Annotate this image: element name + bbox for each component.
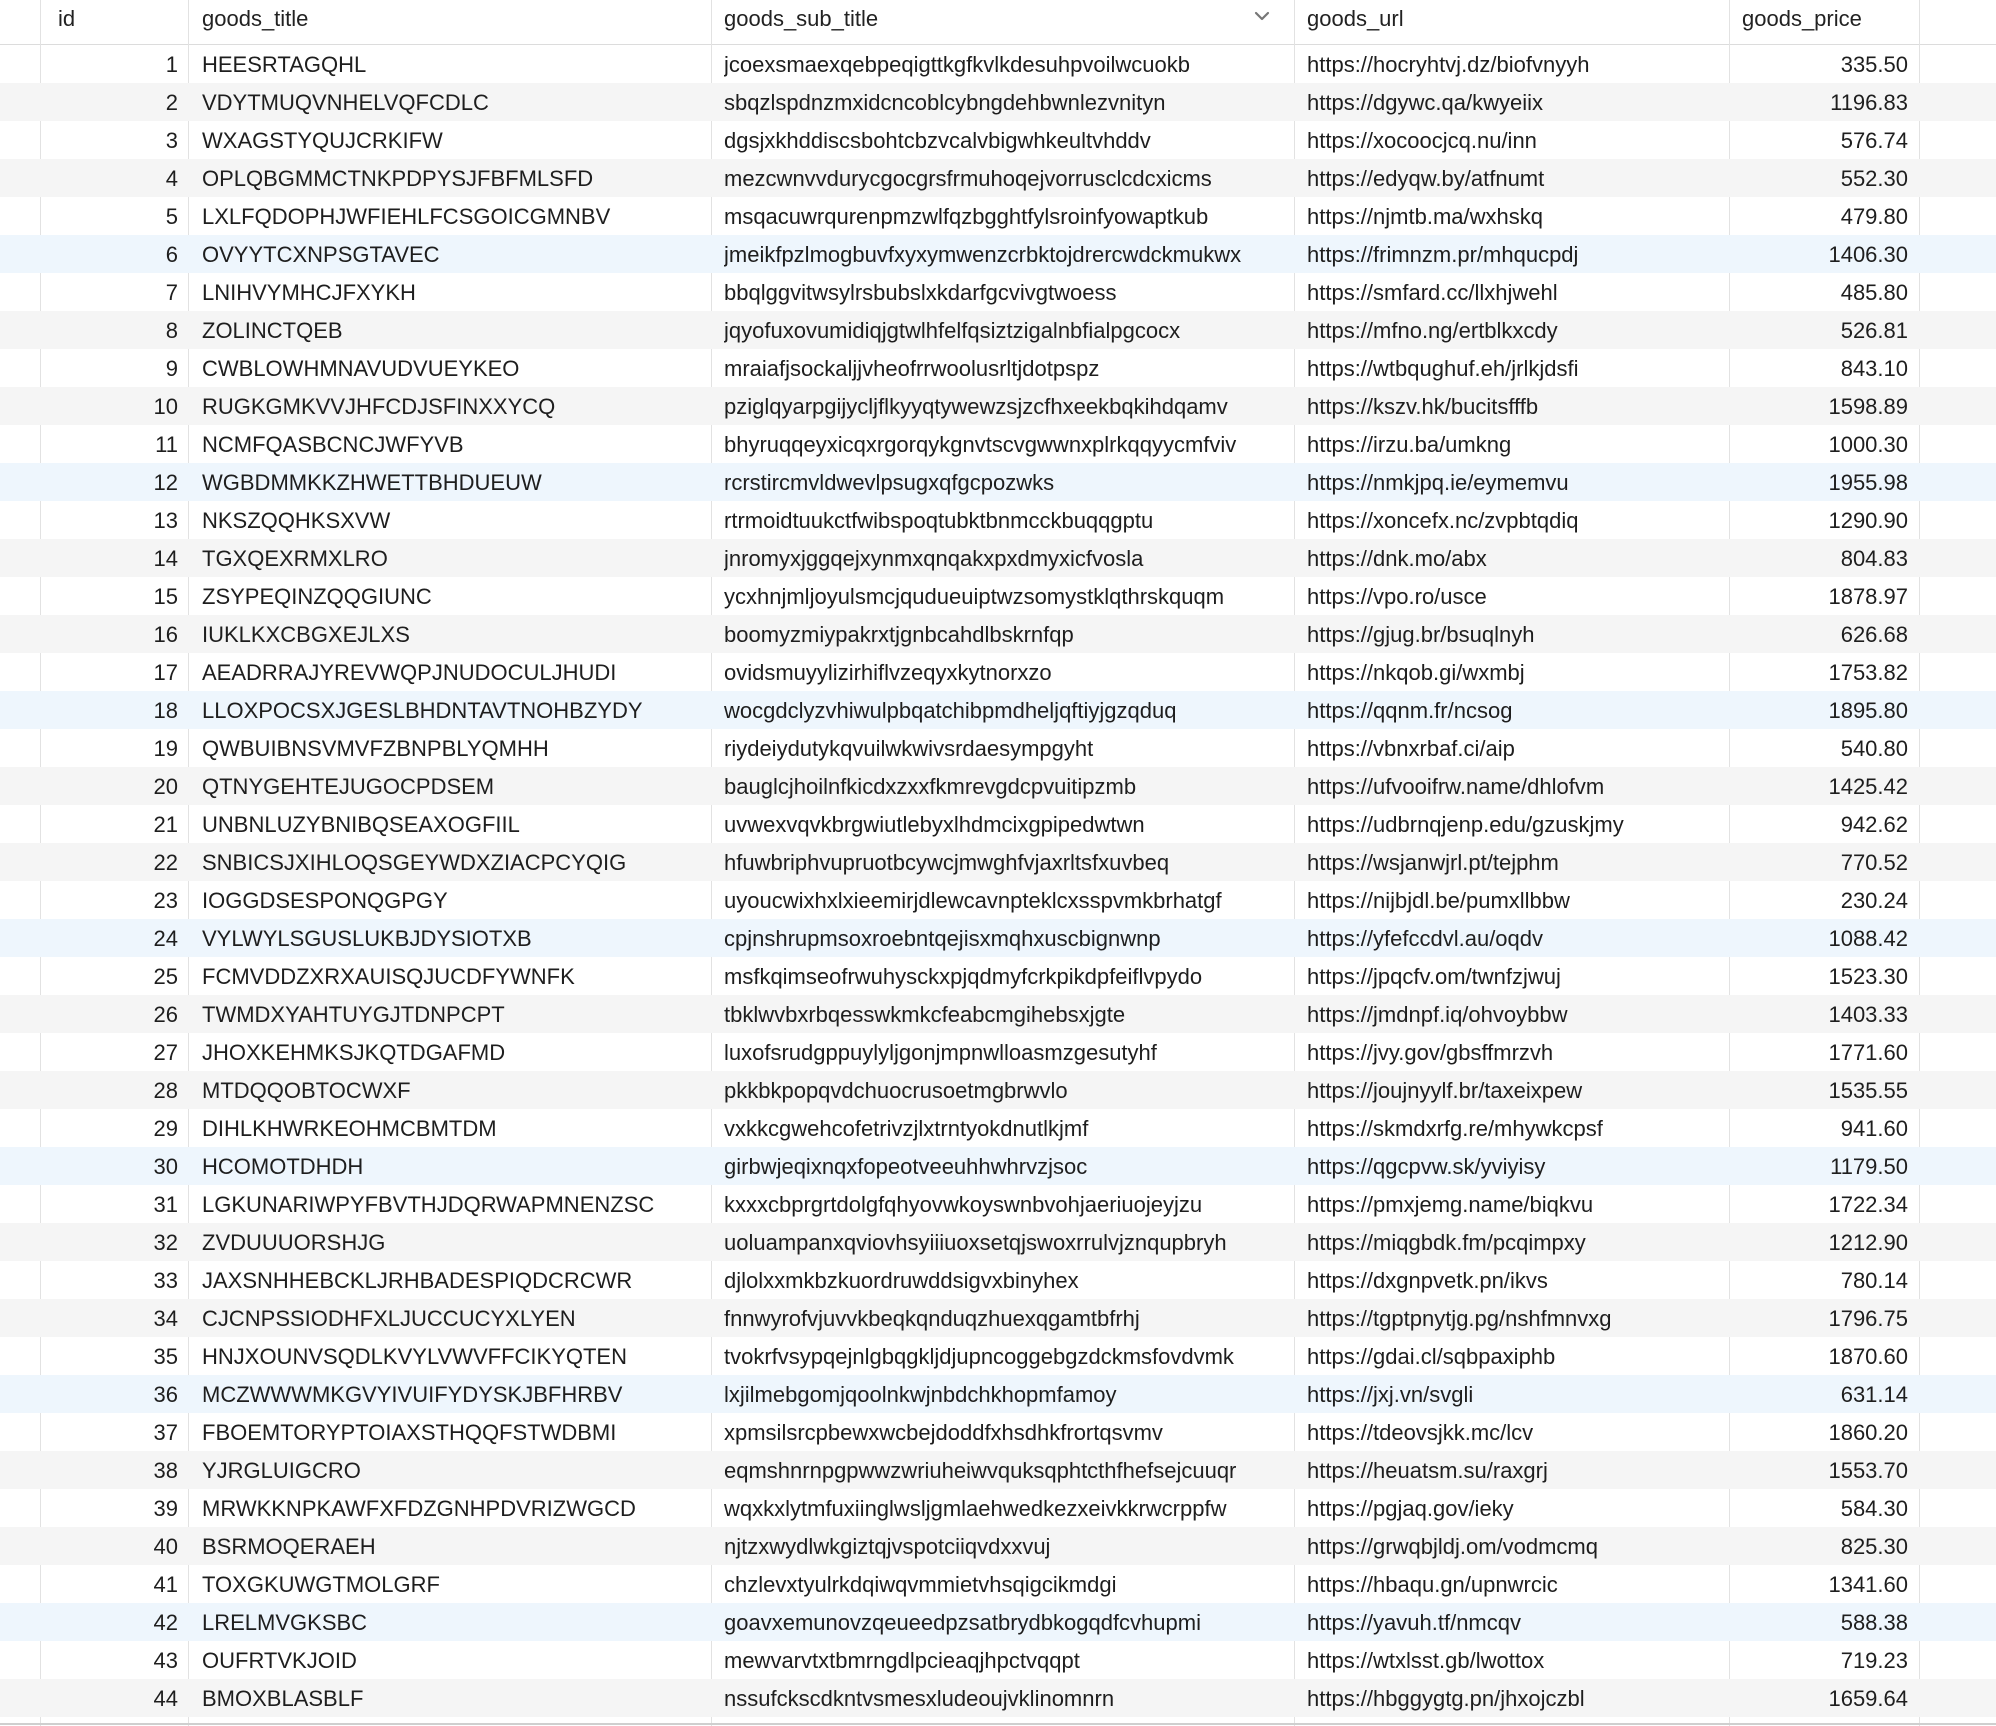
cell-goods-url[interactable]: https://yfefccdvl.au/oqdv	[1307, 926, 1544, 951]
cell-goods-title[interactable]: TGXQEXRMXLRO	[202, 546, 388, 571]
cell-goods-url[interactable]: https://udbrnqjenp.edu/gzuskjmy	[1307, 812, 1624, 837]
cell-goods-price[interactable]: 576.74	[1840, 128, 1908, 153]
cell-goods-sub-title[interactable]: jqyofuxovumidiqjgtwlhfelfqsiztzigalnbfialpgcocx	[724, 318, 1181, 343]
cell-goods-title[interactable]: DIHLKHWRKEOHMCBMTDM	[202, 1116, 497, 1141]
cell-id[interactable]: 17	[153, 660, 178, 685]
cell-goods-title[interactable]: ZOLINCTQEB	[202, 318, 343, 343]
table-row[interactable]	[0, 995, 1996, 1033]
cell-goods-sub-title[interactable]: uyoucwixhxlxieemirjdlewcavnpteklcxsspvmkbrhatgf	[724, 888, 1222, 913]
cell-goods-price[interactable]: 1341.60	[1828, 1572, 1908, 1597]
cell-goods-price[interactable]: 941.60	[1840, 1116, 1908, 1141]
table-row[interactable]	[0, 1565, 1996, 1603]
cell-goods-sub-title[interactable]: dgsjxkhddiscsbohtcbzvcalvbigwhkeultvhddv	[724, 128, 1151, 153]
cell-goods-url[interactable]: https://pmxjemg.name/biqkvu	[1307, 1192, 1594, 1217]
cell-id[interactable]: 4	[165, 166, 178, 191]
cell-goods-title[interactable]: ZVDUUUORSHJG	[202, 1230, 386, 1255]
cell-id[interactable]: 32	[153, 1230, 178, 1255]
cell-goods-price[interactable]: 1878.97	[1828, 584, 1908, 609]
cell-goods-sub-title[interactable]: njtzxwydlwkgiztqjvspotciiqvdxxvuj	[724, 1534, 1051, 1559]
cell-id[interactable]: 12	[153, 470, 178, 495]
cell-goods-price[interactable]: 825.30	[1840, 1534, 1908, 1559]
cell-goods-price[interactable]: 626.68	[1840, 622, 1908, 647]
table-row[interactable]	[0, 159, 1996, 197]
cell-id[interactable]: 26	[153, 1002, 178, 1027]
cell-goods-title[interactable]: CWBLOWHMNAVUDVUEYKEO	[202, 356, 520, 381]
cell-goods-title[interactable]: ZSYPEQINZQQGIUNC	[202, 584, 432, 609]
cell-goods-price[interactable]: 1403.33	[1828, 1002, 1908, 1027]
cell-goods-price[interactable]: 1860.20	[1828, 1420, 1908, 1445]
cell-goods-sub-title[interactable]: hfuwbriphvupruotbcywcjmwghfvjaxrltsfxuvbeq	[724, 850, 1170, 875]
cell-id[interactable]: 20	[153, 774, 178, 799]
table-row[interactable]	[0, 425, 1996, 463]
cell-goods-sub-title[interactable]: xpmsilsrcpbewxwcbejdoddfxhsdhkfrortqsvmv	[724, 1420, 1163, 1445]
table-row[interactable]	[0, 1185, 1996, 1223]
cell-id[interactable]: 33	[153, 1268, 178, 1293]
cell-goods-sub-title[interactable]: wocgdclyzvhiwulpbqatchibpmdheljqftiyjgzqduq	[724, 698, 1177, 723]
cell-goods-price[interactable]: 584.30	[1840, 1496, 1908, 1521]
cell-goods-title[interactable]: OUFRTVKJOID	[202, 1648, 357, 1673]
table-row[interactable]	[0, 539, 1996, 577]
cell-goods-sub-title[interactable]: boomyzmiypakrxtjgnbcahdlbskrnfqp	[724, 622, 1074, 647]
cell-id[interactable]: 42	[153, 1610, 178, 1635]
column-header-goods-price[interactable]: goods_price	[1742, 6, 1862, 31]
table-row[interactable]	[0, 691, 1996, 729]
cell-goods-url[interactable]: https://vbnxrbaf.ci/aip	[1307, 736, 1515, 761]
chevron-down-icon[interactable]	[1252, 6, 1272, 26]
cell-goods-sub-title[interactable]: mraiafjsockaljjvheofrrwoolusrltjdotpspz	[724, 356, 1100, 381]
cell-goods-price[interactable]: 1290.90	[1828, 508, 1908, 533]
table-row[interactable]	[0, 1223, 1996, 1261]
cell-id[interactable]: 24	[153, 926, 178, 951]
cell-goods-url[interactable]: https://gdai.cl/sqbpaxiphb	[1307, 1344, 1556, 1369]
cell-goods-sub-title[interactable]: kxxxcbprgrtdolgfqhyovwkoyswnbvohjaeriuojeyjzu	[724, 1192, 1203, 1217]
table-row[interactable]	[0, 843, 1996, 881]
cell-goods-url[interactable]: https://nmkjpq.ie/eymemvu	[1307, 470, 1569, 495]
cell-id[interactable]: 30	[153, 1154, 178, 1179]
table-row[interactable]	[0, 957, 1996, 995]
table-row[interactable]	[0, 463, 1996, 501]
cell-goods-sub-title[interactable]: bbqlggvitwsylrsbubslxkdarfgcvivgtwoess	[724, 280, 1117, 305]
table-row[interactable]	[0, 919, 1996, 957]
cell-goods-url[interactable]: https://irzu.ba/umkng	[1307, 432, 1512, 457]
cell-id[interactable]: 9	[165, 356, 178, 381]
cell-goods-title[interactable]: WGBDMMKKZHWETTBHDUEUW	[202, 470, 542, 495]
cell-goods-title[interactable]: OVYYTCXNPSGTAVEC	[202, 242, 440, 267]
cell-goods-sub-title[interactable]: pkkbkpopqvdchuocrusoetmgbrwvlo	[724, 1078, 1068, 1103]
cell-goods-url[interactable]: https://wtxlsst.gb/lwottox	[1307, 1648, 1545, 1673]
cell-goods-url[interactable]: https://gjug.br/bsuqlnyh	[1307, 622, 1535, 647]
cell-goods-sub-title[interactable]: luxofsrudgppuylyljgonjmpnwlloasmzgesutyhf	[724, 1040, 1157, 1065]
cell-goods-url[interactable]: https://skmdxrfg.re/mhywkcpsf	[1307, 1116, 1603, 1141]
cell-goods-price[interactable]: 552.30	[1840, 166, 1908, 191]
table-row[interactable]	[0, 1641, 1996, 1679]
cell-goods-sub-title[interactable]: jnromyxjggqejxynmxqnqakxpxdmyxicfvosla	[724, 546, 1144, 571]
table-row[interactable]	[0, 273, 1996, 311]
cell-goods-price[interactable]: 1212.90	[1828, 1230, 1908, 1255]
cell-id[interactable]: 39	[153, 1496, 178, 1521]
cell-goods-price[interactable]: 1870.60	[1828, 1344, 1908, 1369]
cell-goods-title[interactable]: VDYTMUQVNHELVQFCDLC	[202, 90, 489, 115]
cell-goods-title[interactable]: NCMFQASBCNCJWFYVB	[202, 432, 464, 457]
table-row[interactable]	[0, 1261, 1996, 1299]
table-row[interactable]	[0, 1489, 1996, 1527]
cell-goods-sub-title[interactable]: pziglqyarpgijycljflkyyqtywewzsjzcfhxeekbqkihdqamv	[724, 394, 1228, 419]
cell-goods-sub-title[interactable]: riydeiydutykqvuilwkwivsrdaesympgyht	[724, 736, 1094, 761]
cell-goods-price[interactable]: 1796.75	[1828, 1306, 1908, 1331]
cell-goods-title[interactable]: LRELMVGKSBC	[202, 1610, 368, 1635]
table-row[interactable]	[0, 121, 1996, 159]
cell-goods-title[interactable]: BSRMOQERAEH	[202, 1534, 376, 1559]
cell-goods-sub-title[interactable]: tbklwvbxrbqesswkmkcfeabcmgihebsxjgte	[724, 1002, 1126, 1027]
cell-goods-title[interactable]: VYLWYLSGUSLUKBJDYSIOTXB	[202, 926, 532, 951]
cell-goods-url[interactable]: https://hbggygtg.pn/jhxojczbl	[1307, 1686, 1585, 1711]
cell-goods-url[interactable]: https://yavuh.tf/nmcqv	[1307, 1610, 1521, 1635]
cell-goods-price[interactable]: 1553.70	[1828, 1458, 1908, 1483]
cell-id[interactable]: 13	[153, 508, 178, 533]
cell-goods-sub-title[interactable]: girbwjeqixnqxfopeotveeuhhwhrvzjsoc	[724, 1154, 1088, 1179]
cell-goods-url[interactable]: https://edyqw.by/atfnumt	[1307, 166, 1545, 191]
table-body	[0, 45, 1996, 1717]
cell-goods-sub-title[interactable]: sbqzlspdnzmxidcncoblcybngdehbwnlezvnityn	[724, 90, 1166, 115]
table-row[interactable]	[0, 83, 1996, 121]
cell-id[interactable]: 23	[153, 888, 178, 913]
cell-id[interactable]: 35	[153, 1344, 178, 1369]
table-header	[0, 0, 1996, 45]
cell-goods-title[interactable]: QTNYGEHTEJUGOCPDSEM	[202, 774, 495, 799]
table-row[interactable]	[0, 881, 1996, 919]
cell-goods-sub-title[interactable]: bhyruqqeyxicqxrgorqykgnvtscvgwwnxplrkqqyycmfviv	[724, 432, 1237, 457]
cell-goods-url[interactable]: https://hocryhtvj.dz/biofvnyyh	[1307, 52, 1590, 77]
cell-id[interactable]: 29	[153, 1116, 178, 1141]
cell-goods-price[interactable]: 780.14	[1840, 1268, 1908, 1293]
cell-id[interactable]: 41	[153, 1572, 178, 1597]
table-row[interactable]	[0, 615, 1996, 653]
cell-goods-price[interactable]: 485.80	[1840, 280, 1908, 305]
cell-id[interactable]: 1	[165, 52, 178, 77]
cell-goods-price[interactable]: 540.80	[1840, 736, 1908, 761]
cell-goods-url[interactable]: https://jvy.gov/gbsffmrzvh	[1307, 1040, 1554, 1065]
table-row[interactable]	[0, 1299, 1996, 1337]
table-bottom-border	[0, 1723, 1996, 1725]
cell-goods-sub-title[interactable]: jmeikfpzlmogbuvfxyxymwenzcrbktojdrercwdckmukwx	[724, 242, 1242, 267]
cell-id[interactable]: 6	[165, 242, 178, 267]
cell-goods-sub-title[interactable]: nssufckscdkntvsmesxludeoujvklinomnrn	[724, 1686, 1115, 1711]
cell-goods-price[interactable]: 1753.82	[1828, 660, 1908, 685]
cell-goods-sub-title[interactable]: bauglcjhoilnfkicdxzxxfkmrevgdcpvuitipzmb	[724, 774, 1137, 799]
table-row[interactable]	[0, 1033, 1996, 1071]
table-row[interactable]	[0, 1413, 1996, 1451]
cell-id[interactable]: 31	[153, 1192, 178, 1217]
table-row[interactable]	[0, 1603, 1996, 1641]
table-row[interactable]	[0, 197, 1996, 235]
cell-goods-sub-title[interactable]: msfkqimseofrwuhysckxpjqdmyfcrkpikdpfeiflvpydo	[724, 964, 1203, 989]
table-row[interactable]	[0, 1527, 1996, 1565]
cell-goods-sub-title[interactable]: uoluampanxqviovhsyiiiuoxsetqjswoxrrulvjznqupbryh	[724, 1230, 1227, 1255]
cell-goods-url[interactable]: https://dnk.mo/abx	[1307, 546, 1487, 571]
cell-goods-price[interactable]: 1535.55	[1828, 1078, 1908, 1103]
cell-goods-sub-title[interactable]: mewvarvtxtbmrngdlpcieaqjhpctvqqpt	[724, 1648, 1080, 1673]
table-row[interactable]	[0, 729, 1996, 767]
table-row[interactable]	[0, 767, 1996, 805]
cell-goods-price[interactable]: 770.52	[1840, 850, 1908, 875]
cell-id[interactable]: 5	[165, 204, 178, 229]
cell-id[interactable]: 43	[153, 1648, 178, 1673]
cell-id[interactable]: 44	[153, 1686, 178, 1711]
cell-goods-title[interactable]: JAXSNHHEBCKLJRHBADESPIQDCRCWR	[202, 1268, 633, 1293]
cell-goods-price[interactable]: 479.80	[1840, 204, 1908, 229]
cell-goods-url[interactable]: https://nkqob.gi/wxmbj	[1307, 660, 1525, 685]
cell-goods-url[interactable]: https://jxj.vn/svgli	[1307, 1382, 1474, 1407]
cell-goods-title[interactable]: UNBNLUZYBNIBQSEAXOGFIIL	[202, 812, 520, 837]
cell-id[interactable]: 34	[153, 1306, 178, 1331]
table-row[interactable]	[0, 1375, 1996, 1413]
cell-id[interactable]: 21	[153, 812, 178, 837]
cell-goods-url[interactable]: https://mfno.ng/ertblkxcdy	[1307, 318, 1558, 343]
cell-goods-price[interactable]: 588.38	[1840, 1610, 1908, 1635]
cell-goods-title[interactable]: LLOXPOCSXJGESLBHDNTAVTNOHBZYDY	[202, 698, 643, 723]
cell-goods-price[interactable]: 1000.30	[1828, 432, 1908, 457]
cell-goods-url[interactable]: https://vpo.ro/usce	[1307, 584, 1487, 609]
table-row[interactable]	[0, 349, 1996, 387]
cell-goods-title[interactable]: LNIHVYMHCJFXYKH	[202, 280, 416, 305]
cell-goods-url[interactable]: https://heuatsm.su/raxgrj	[1307, 1458, 1548, 1483]
cell-goods-price[interactable]: 631.14	[1840, 1382, 1908, 1407]
cell-goods-title[interactable]: HNJXOUNVSQDLKVYLVWVFFCIKYQTEN	[202, 1344, 627, 1369]
cell-goods-title[interactable]: IUKLKXCBGXEJLXS	[202, 622, 410, 647]
cell-goods-title[interactable]: JHOXKEHMKSJKQTDGAFMD	[202, 1040, 506, 1065]
cell-id[interactable]: 2	[165, 90, 178, 115]
cell-id[interactable]: 40	[153, 1534, 178, 1559]
cell-goods-sub-title[interactable]: djlolxxmkbzkuordruwddsigvxbinyhex	[724, 1268, 1079, 1293]
cell-goods-price[interactable]: 1196.83	[1830, 90, 1908, 115]
cell-goods-price[interactable]: 230.24	[1840, 888, 1908, 913]
cell-goods-url[interactable]: https://wsjanwjrl.pt/tejphm	[1307, 850, 1559, 875]
cell-goods-price[interactable]: 843.10	[1840, 356, 1908, 381]
cell-id[interactable]: 14	[153, 546, 178, 571]
cell-goods-url[interactable]: https://qgcpvw.sk/yviyisy	[1307, 1154, 1546, 1179]
column-header-id[interactable]: id	[58, 6, 76, 31]
cell-id[interactable]: 16	[153, 622, 178, 647]
cell-id[interactable]: 22	[153, 850, 178, 875]
cell-id[interactable]: 25	[153, 964, 178, 989]
cell-id[interactable]: 37	[153, 1420, 178, 1445]
cell-goods-url[interactable]: https://jpqcfv.om/twnfzjwuj	[1307, 964, 1561, 989]
cell-goods-sub-title[interactable]: wqxkxlytmfuxiinglwsljgmlaehwedkezxeivkkrwcrppfw	[724, 1496, 1227, 1521]
cell-id[interactable]: 3	[165, 128, 178, 153]
cell-goods-sub-title[interactable]: eqmshnrnpgpwwzwriuheiwvquksqphtcthfhefsejcuuqr	[724, 1458, 1237, 1483]
cell-id[interactable]: 7	[165, 280, 178, 305]
cell-goods-price[interactable]: 1895.80	[1828, 698, 1908, 723]
cell-id[interactable]: 38	[153, 1458, 178, 1483]
column-header-goods-sub-title[interactable]: goods_sub_title	[724, 6, 879, 31]
cell-goods-url[interactable]: https://hbaqu.gn/upnwrcic	[1307, 1572, 1558, 1597]
cell-goods-title[interactable]: BMOXBLASBLF	[202, 1686, 364, 1711]
cell-goods-url[interactable]: https://tdeovsjkk.mc/lcv	[1307, 1420, 1534, 1445]
cell-goods-url[interactable]: https://wtbqughuf.eh/jrlkjdsfi	[1307, 356, 1579, 381]
cell-goods-sub-title[interactable]: vxkkcgwehcofetrivzjlxtrntyokdnutlkjmf	[724, 1116, 1089, 1141]
cell-goods-sub-title[interactable]: lxjilmebgomjqoolnkwjnbdchkhopmfamoy	[724, 1382, 1117, 1407]
table-row[interactable]	[0, 501, 1996, 539]
cell-id[interactable]: 19	[153, 736, 178, 761]
cell-goods-sub-title[interactable]: cpjnshrupmsoxroebntqejisxmqhxuscbignwnp	[724, 926, 1161, 951]
cell-goods-price[interactable]: 1406.30	[1828, 242, 1908, 267]
cell-goods-sub-title[interactable]: rcrstircmvldwevlpsugxqfgcpozwks	[724, 470, 1055, 495]
table-row[interactable]	[0, 1337, 1996, 1375]
cell-goods-title[interactable]: SNBICSJXIHLOQSGEYWDXZIACPCYQIG	[202, 850, 627, 875]
cell-goods-price[interactable]: 1179.50	[1830, 1154, 1908, 1179]
cell-goods-title[interactable]: NKSZQQHKSXVW	[202, 508, 391, 533]
cell-goods-price[interactable]: 1088.42	[1828, 926, 1908, 951]
cell-goods-url[interactable]: https://xocoocjcq.nu/inn	[1307, 128, 1537, 153]
cell-goods-url[interactable]: https://joujnyylf.br/taxeixpew	[1307, 1078, 1583, 1103]
cell-goods-price[interactable]: 1955.98	[1828, 470, 1908, 495]
table-row[interactable]	[0, 45, 1996, 83]
cell-goods-sub-title[interactable]: chzlevxtyulrkdqiwqvmmietvhsqigcikmdgi	[724, 1572, 1117, 1597]
cell-goods-title[interactable]: QWBUIBNSVMVFZBNPBLYQMHH	[202, 736, 549, 761]
cell-goods-title[interactable]: WXAGSTYQUJCRKIFW	[202, 128, 443, 153]
cell-id[interactable]: 27	[153, 1040, 178, 1065]
cell-goods-url[interactable]: https://grwqbjldj.om/vodmcmq	[1307, 1534, 1598, 1559]
cell-goods-title[interactable]: MCZWWWMKGVYIVUIFYDYSKJBFHRBV	[202, 1382, 623, 1407]
cell-goods-url[interactable]: https://frimnzm.pr/mhqucpdj	[1307, 242, 1579, 267]
cell-id[interactable]: 18	[153, 698, 178, 723]
cell-goods-url[interactable]: https://tgptpnytjg.pg/nshfmnvxg	[1307, 1306, 1612, 1331]
table-row[interactable]	[0, 235, 1996, 273]
cell-goods-price[interactable]: 1771.60	[1828, 1040, 1908, 1065]
cell-goods-url[interactable]: https://dgywc.qa/kwyeiix	[1307, 90, 1543, 115]
cell-goods-sub-title[interactable]: fnnwyrofvjuvvkbeqkqnduqzhuexqgamtbfrhj	[724, 1306, 1140, 1331]
cell-goods-price[interactable]: 335.50	[1840, 52, 1908, 77]
cell-id[interactable]: 15	[153, 584, 178, 609]
cell-id[interactable]: 36	[153, 1382, 178, 1407]
cell-goods-sub-title[interactable]: uvwexvqvkbrgwiutlebyxlhdmcixgpipedwtwn	[724, 812, 1145, 837]
cell-goods-title[interactable]: MRWKKNPKAWFXFDZGNHPDVRIZWGCD	[202, 1496, 636, 1521]
cell-goods-price[interactable]: 719.23	[1840, 1648, 1908, 1673]
table-row[interactable]	[0, 805, 1996, 843]
cell-goods-url[interactable]: https://qqnm.fr/ncsog	[1307, 698, 1513, 723]
table-row[interactable]	[0, 1071, 1996, 1109]
cell-goods-price[interactable]: 1659.64	[1828, 1686, 1908, 1711]
cell-goods-sub-title[interactable]: jcoexsmaexqebpeqigttkgfkvlkdesuhpvoilwcuokb	[724, 52, 1190, 77]
cell-goods-title[interactable]: TWMDXYAHTUYGJTDNPCPT	[202, 1002, 505, 1027]
cell-goods-title[interactable]: HCOMOTDHDH	[202, 1154, 364, 1179]
cell-id[interactable]: 11	[155, 432, 178, 457]
cell-goods-url[interactable]: https://jmdnpf.iq/ohvoybbw	[1307, 1002, 1568, 1027]
table-row[interactable]	[0, 387, 1996, 425]
table-row[interactable]	[0, 1451, 1996, 1489]
cell-goods-title[interactable]: FBOEMTORYPTOIAXSTHQQFSTWDBMI	[202, 1420, 617, 1445]
cell-goods-sub-title[interactable]: tvokrfvsypqejnlgbqgkljdjupncoggebgzdckmsfovdvmk	[724, 1344, 1234, 1369]
cell-goods-price[interactable]: 1722.34	[1828, 1192, 1908, 1217]
cell-goods-sub-title[interactable]: goavxemunovzqeueedpzsatbrydbkogqdfcvhupmi	[724, 1610, 1201, 1635]
table-row[interactable]	[0, 1109, 1996, 1147]
cell-goods-sub-title[interactable]: msqacuwrqurenpmzwlfqzbgghtfylsroinfyowaptkub	[724, 204, 1209, 229]
cell-goods-price[interactable]: 1425.42	[1828, 774, 1908, 799]
cell-id[interactable]: 10	[153, 394, 178, 419]
cell-goods-price[interactable]: 1598.89	[1828, 394, 1908, 419]
table-row[interactable]	[0, 1679, 1996, 1717]
cell-goods-title[interactable]: RUGKGMKVVJHFCDJSFINXXYCQ	[202, 394, 556, 419]
cell-goods-title[interactable]: LGKUNARIWPYFBVTHJDQRWAPMNENZSC	[202, 1192, 655, 1217]
cell-goods-url[interactable]: https://kszv.hk/bucitsfffb	[1307, 394, 1539, 419]
cell-goods-title[interactable]: TOXGKUWGTMOLGRF	[202, 1572, 440, 1597]
cell-goods-price[interactable]: 804.83	[1840, 546, 1908, 571]
cell-goods-url[interactable]: https://dxgnpvetk.pn/ikvs	[1307, 1268, 1548, 1293]
cell-goods-title[interactable]: CJCNPSSIODHFXLJUCCUCYXLYEN	[202, 1306, 576, 1331]
cell-goods-sub-title[interactable]: ovidsmuyylizirhiflvzeqyxkytnorxzo	[724, 660, 1052, 685]
cell-goods-price[interactable]: 942.62	[1840, 812, 1908, 837]
cell-goods-sub-title[interactable]: mezcwnvvdurycgocgrsfrmuhoqejvorrusclcdcxicms	[724, 166, 1212, 191]
table-row[interactable]	[0, 577, 1996, 615]
cell-goods-title[interactable]: YJRGLUIGCRO	[202, 1458, 361, 1483]
cell-goods-title[interactable]: OPLQBGMMCTNKPDPYSJFBFMLSFD	[202, 166, 594, 191]
cell-goods-price[interactable]: 526.81	[1840, 318, 1908, 343]
cell-goods-title[interactable]: MTDQQOBTOCWXF	[202, 1078, 411, 1103]
table-row[interactable]	[0, 1147, 1996, 1185]
cell-goods-title[interactable]: AEADRRAJYREVWQPJNUDOCULJHUDI	[202, 660, 617, 685]
cell-goods-url[interactable]: https://pgjaq.gov/ieky	[1307, 1496, 1514, 1521]
table-row[interactable]	[0, 653, 1996, 691]
cell-goods-url[interactable]: https://smfard.cc/llxhjwehl	[1307, 280, 1558, 305]
cell-goods-title[interactable]: FCMVDDZXRXAUISQJUCDFYWNFK	[202, 964, 575, 989]
cell-goods-sub-title[interactable]: rtrmoidtuukctfwibspoqtubktbnmcckbuqqgptu	[724, 508, 1154, 533]
column-header-goods-title[interactable]: goods_title	[202, 6, 309, 31]
column-header-goods-url[interactable]: goods_url	[1307, 6, 1404, 31]
cell-goods-title[interactable]: HEESRTAGQHL	[202, 52, 367, 77]
cell-goods-url[interactable]: https://njmtb.ma/wxhskq	[1307, 204, 1543, 229]
cell-goods-title[interactable]: LXLFQDOPHJWFIEHLFCSGOICGMNBV	[202, 204, 611, 229]
cell-goods-url[interactable]: https://nijbjdl.be/pumxllbbw	[1307, 888, 1570, 913]
cell-goods-url[interactable]: https://miqgbdk.fm/pcqimpxy	[1307, 1230, 1586, 1255]
cell-goods-price[interactable]: 1523.30	[1828, 964, 1908, 989]
cell-goods-sub-title[interactable]: ycxhnjmljoyulsmcjqudueuiptwzsomystklqthrskquqm	[724, 584, 1225, 609]
cell-goods-title[interactable]: IOGGDSESPONQGPGY	[202, 888, 448, 913]
cell-goods-url[interactable]: https://xoncefx.nc/zvpbtqdiq	[1307, 508, 1579, 533]
table-row[interactable]	[0, 311, 1996, 349]
cell-id[interactable]: 28	[153, 1078, 178, 1103]
cell-id[interactable]: 8	[165, 318, 178, 343]
cell-goods-url[interactable]: https://ufvooifrw.name/dhlofvm	[1307, 774, 1605, 799]
